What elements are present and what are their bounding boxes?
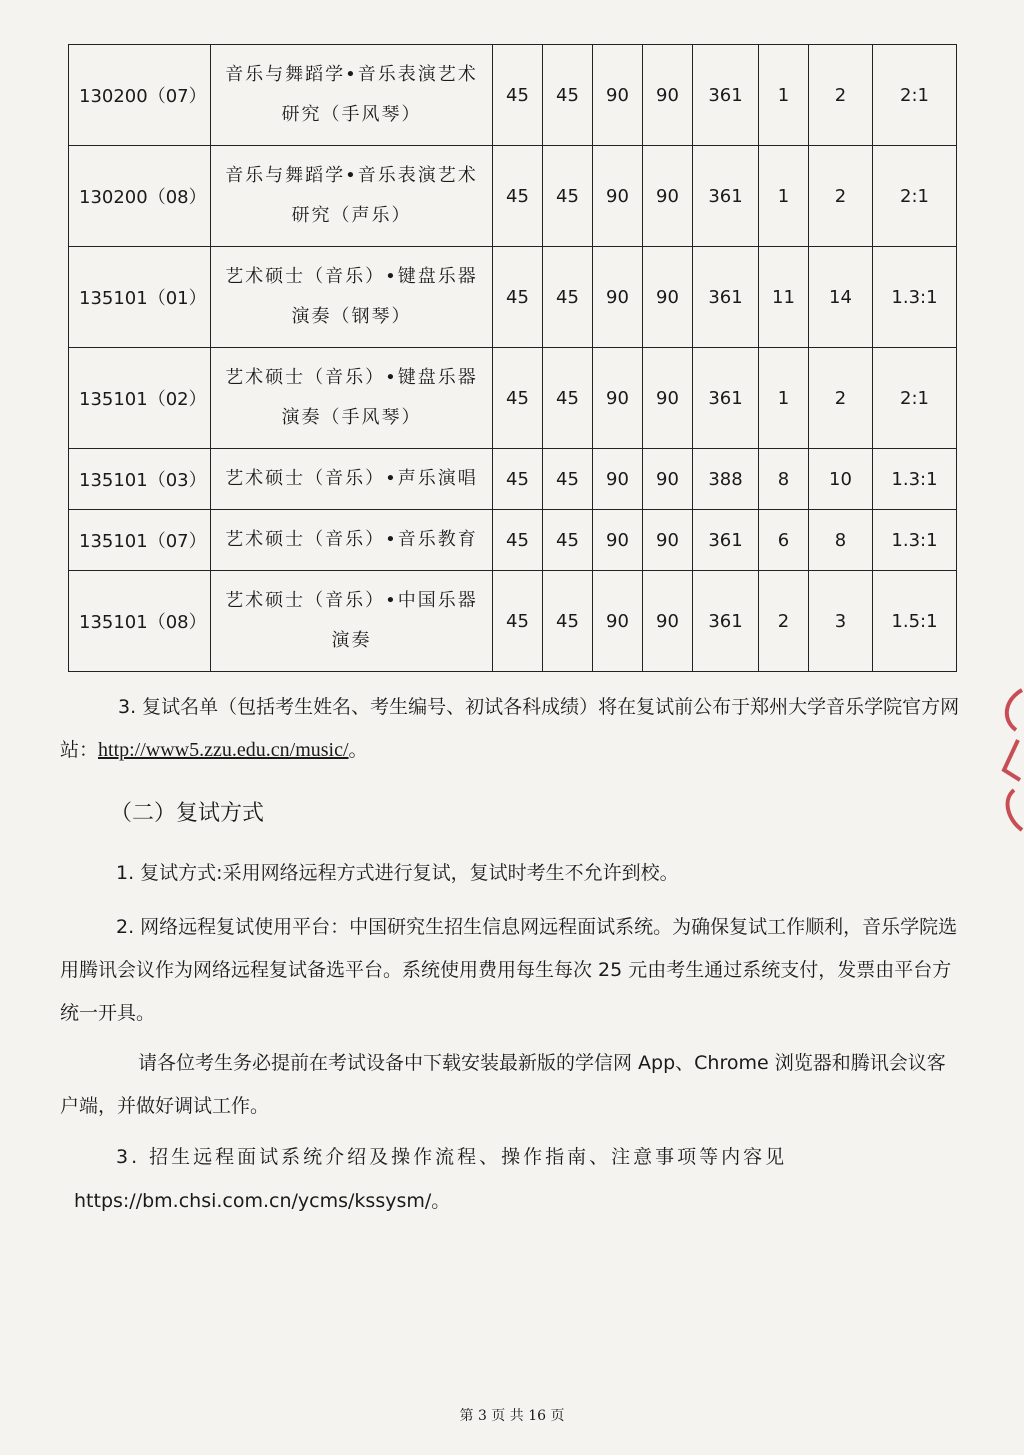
cell-s3: 90 xyxy=(593,45,643,146)
cell-ratio: 2:1 xyxy=(873,45,957,146)
cell-s3: 90 xyxy=(593,510,643,571)
cell-s1: 45 xyxy=(493,247,543,348)
cell-s2: 45 xyxy=(543,571,593,672)
cell-major: 艺术硕士（音乐）•音乐教育 xyxy=(211,510,493,571)
cell-s3: 90 xyxy=(593,571,643,672)
method-3-text: 3. 招生远程面试系统介绍及操作流程、操作指南、注意事项等内容见 xyxy=(116,1146,788,1168)
cell-s4: 90 xyxy=(643,348,693,449)
cell-major: 艺术硕士（音乐）•键盘乐器演奏（钢琴） xyxy=(211,247,493,348)
cell-s4: 90 xyxy=(643,247,693,348)
cell-major: 艺术硕士（音乐）•中国乐器演奏 xyxy=(211,571,493,672)
cell-s1: 45 xyxy=(493,510,543,571)
cell-ratio: 2:1 xyxy=(873,348,957,449)
cell-s2: 45 xyxy=(543,348,593,449)
cell-s4: 90 xyxy=(643,146,693,247)
cell-s1: 45 xyxy=(493,571,543,672)
music-site-link[interactable]: http://www5.zzu.edu.cn/music/ xyxy=(98,739,349,761)
item-3-text: 3. 复试名单（包括考生姓名、考生编号、初试各科成绩）将在复试前公布于郑州大学音乐学院官方网站： xyxy=(60,696,960,761)
cell-plan: 6 xyxy=(759,510,809,571)
cell-s1: 45 xyxy=(493,449,543,510)
red-seal-edge xyxy=(994,680,1024,840)
table-row xyxy=(69,510,957,571)
cell-s2: 45 xyxy=(543,247,593,348)
cell-s1: 45 xyxy=(493,146,543,247)
cell-ratio: 2:1 xyxy=(873,146,957,247)
method-3-link-line xyxy=(74,1180,974,1223)
cell-major: 艺术硕士（音乐）•键盘乐器演奏（手风琴） xyxy=(211,348,493,449)
cell-code: 130200（07） xyxy=(69,45,211,146)
cell-plan: 8 xyxy=(759,449,809,510)
cell-plan: 1 xyxy=(759,146,809,247)
cell-retest: 8 xyxy=(809,510,873,571)
cell-retest: 2 xyxy=(809,348,873,449)
cell-retest: 10 xyxy=(809,449,873,510)
cell-major: 艺术硕士（音乐）•声乐演唱 xyxy=(211,449,493,510)
cell-code: 135101（01） xyxy=(69,247,211,348)
cell-ratio: 1.3:1 xyxy=(873,510,957,571)
cell-total: 361 xyxy=(693,247,759,348)
cell-total: 361 xyxy=(693,146,759,247)
chsi-link[interactable]: https://bm.chsi.com.cn/ycms/kssysm/。 xyxy=(74,1190,451,1212)
cell-s3: 90 xyxy=(593,449,643,510)
table-row xyxy=(69,449,957,510)
cell-code: 130200（08） xyxy=(69,146,211,247)
cell-s1: 45 xyxy=(493,348,543,449)
method-1-paragraph: 1. 复试方式:采用网络远程方式进行复试，复试时考生不允许到校。 xyxy=(116,862,679,884)
cell-code: 135101（07） xyxy=(69,510,211,571)
page-number: 第 3 页 共 16 页 xyxy=(459,1408,565,1424)
cell-total: 361 xyxy=(693,510,759,571)
score-table xyxy=(68,44,957,672)
table-row xyxy=(69,247,957,348)
method-3-paragraph xyxy=(60,1136,960,1179)
cell-s4: 90 xyxy=(643,45,693,146)
cell-s2: 45 xyxy=(543,510,593,571)
cell-major: 音乐与舞蹈学•音乐表演艺术研究（声乐） xyxy=(211,146,493,247)
cell-major: 音乐与舞蹈学•音乐表演艺术研究（手风琴） xyxy=(211,45,493,146)
cell-retest: 3 xyxy=(809,571,873,672)
cell-s3: 90 xyxy=(593,146,643,247)
method-2-paragraph: 2. 网络远程复试使用平台：中国研究生招生信息网远程面试系统。为确保复试工作顺利，音乐学院选用腾讯会议作为网络远程复试备选平台。系统使用费用每生每次 25 元由考生通过系统支付，发票由平台方统一开具。 xyxy=(60,916,958,1024)
cell-total: 388 xyxy=(693,449,759,510)
cell-code: 135101（08） xyxy=(69,571,211,672)
cell-plan: 2 xyxy=(759,571,809,672)
cell-ratio: 1.3:1 xyxy=(873,247,957,348)
table-row xyxy=(69,146,957,247)
cell-s2: 45 xyxy=(543,449,593,510)
item-3-paragraph xyxy=(60,686,960,772)
table-row xyxy=(69,571,957,672)
notice-paragraph: 请各位考生务必提前在考试设备中下载安装最新版的学信网 App、Chrome 浏览器和腾讯会议客户端，并做好调试工作。 xyxy=(60,1052,946,1117)
cell-s3: 90 xyxy=(593,247,643,348)
cell-s1: 45 xyxy=(493,45,543,146)
cell-ratio: 1.5:1 xyxy=(873,571,957,672)
cell-s2: 45 xyxy=(543,146,593,247)
cell-code: 135101（03） xyxy=(69,449,211,510)
cell-plan: 1 xyxy=(759,348,809,449)
cell-plan: 1 xyxy=(759,45,809,146)
cell-total: 361 xyxy=(693,571,759,672)
cell-retest: 2 xyxy=(809,45,873,146)
cell-s4: 90 xyxy=(643,510,693,571)
cell-retest: 2 xyxy=(809,146,873,247)
cell-s3: 90 xyxy=(593,348,643,449)
cell-plan: 11 xyxy=(759,247,809,348)
cell-code: 135101（02） xyxy=(69,348,211,449)
cell-s2: 45 xyxy=(543,45,593,146)
table-row xyxy=(69,45,957,146)
cell-s4: 90 xyxy=(643,571,693,672)
table-row xyxy=(69,348,957,449)
cell-retest: 14 xyxy=(809,247,873,348)
item-3-end: 。 xyxy=(348,739,368,761)
cell-total: 361 xyxy=(693,45,759,146)
cell-total: 361 xyxy=(693,348,759,449)
section-heading: （二）复试方式 xyxy=(110,801,265,826)
cell-ratio: 1.3:1 xyxy=(873,449,957,510)
cell-s4: 90 xyxy=(643,449,693,510)
